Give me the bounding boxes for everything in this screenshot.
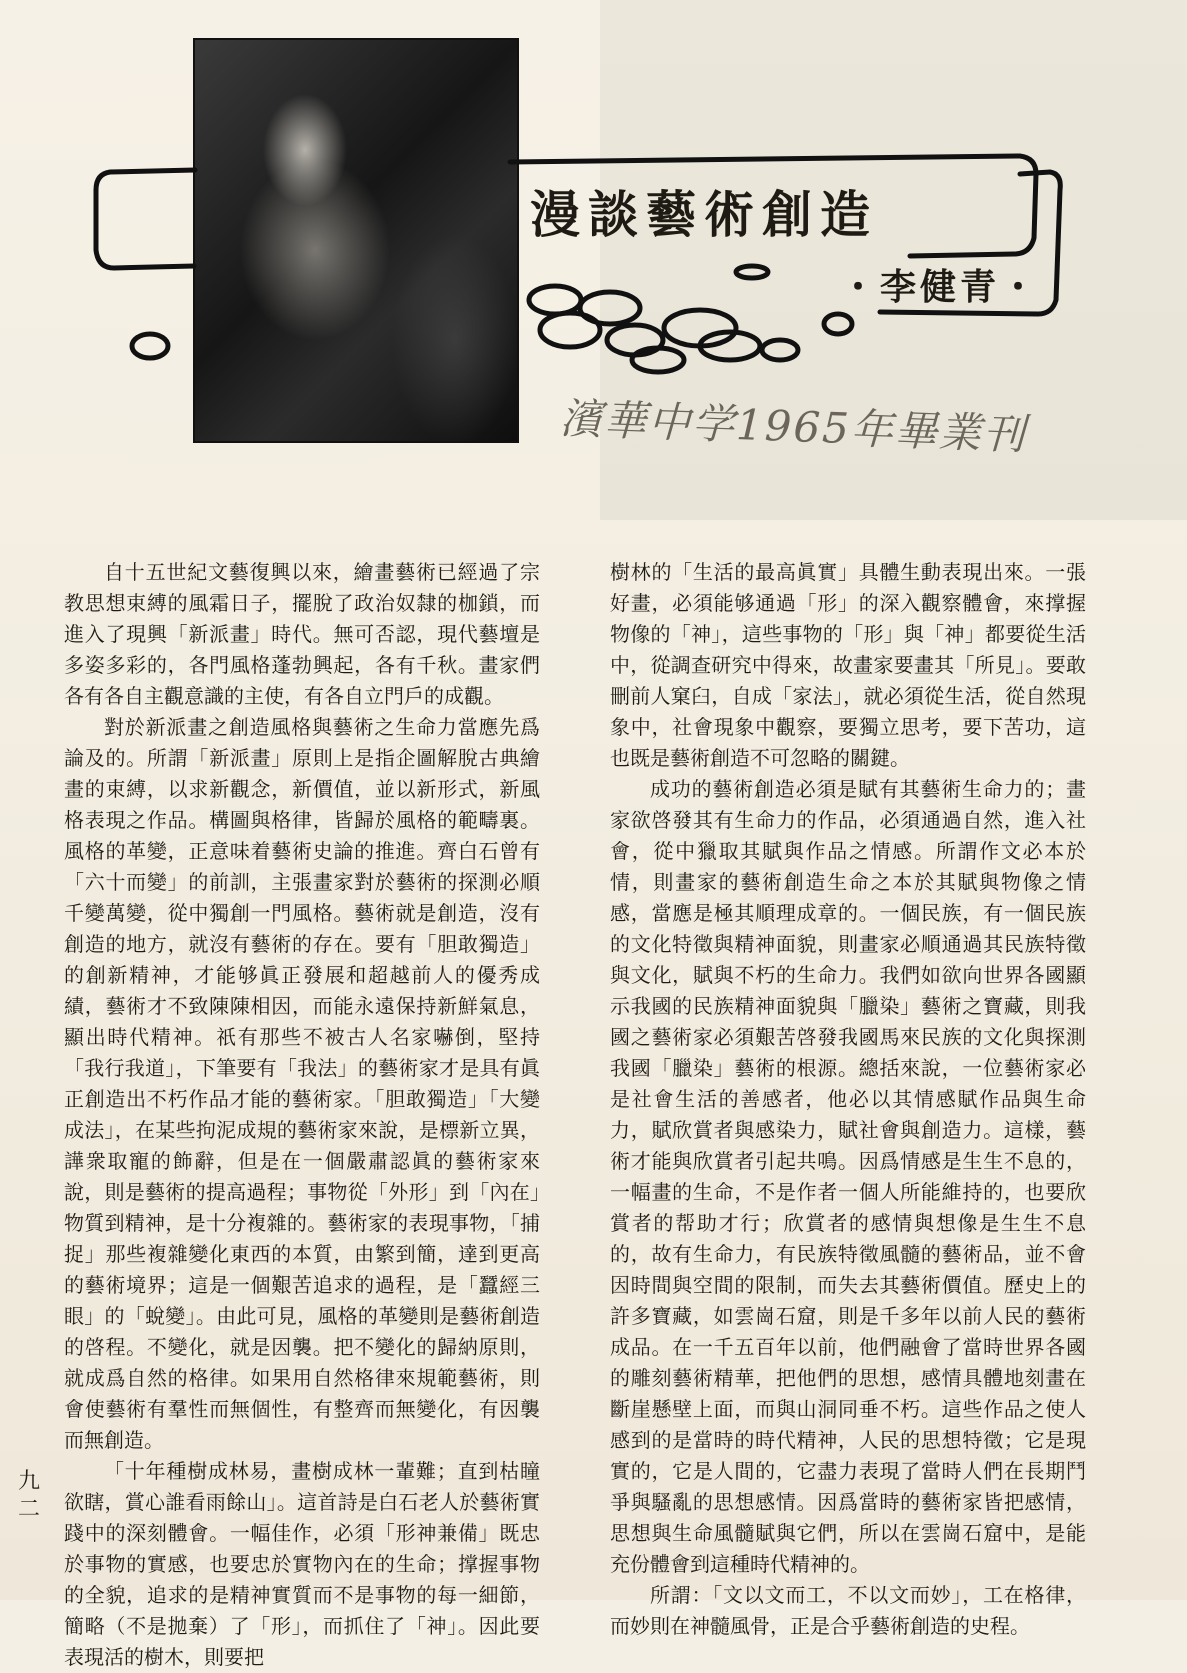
text-column-left (64, 557, 540, 1673)
page-number: 九 二 (17, 1469, 40, 1522)
paragraph: 「十年種樹成林易，畫樹成林一輩難；直到枯瞳欲瞎，賞心誰看雨餘山」。這首詩是白石老人於藝術實踐中的深刻體會。一幅佳作，必須「形神兼備」既忠於事物的實感，也要忠於實物內在的生命；撑握事物的全貌，追求的是精神實質而不是事物的每一細節，簡略（不是拋棄）了「形」，而抓住了「神」。因此要表現活的樹木，則要把 (64, 1459, 540, 1669)
text-column-right (610, 557, 1086, 1642)
handwritten-annotation: 濱華中学1965年畢業刊 (559, 393, 1028, 460)
paragraph: 所謂：「文以文而工，不以文而妙」，工在格律，而妙則在神髓風骨，正是合乎藝術創造的史程。 (610, 1583, 1086, 1638)
paragraph: 成功的藝術創造必須是賦有其藝術生命力的；畫家欲啓發其有生命力的作品，必須通過自然，進入社會，從中獵取其賦與作品之情感。所謂作文必本於情，則畫家的藝術創造生命之本於其賦與物像之情感，當應是極其順理成章的。一個民族，有一個民族的文化特徵與精神面貌，則畫家必順通過其民族特徵與文化，賦與不朽的生命力。我們如欲向世界各國顯示我國的民族精神面貌與「臘染」藝術之寶藏，則我國之藝術家必須艱苦啓發我國馬來民族的文化與探測我國「臘染」藝術的根源。總括來說，一位藝術家必是社會生活的善感者，他必以其情感賦作品與生命力，賦欣賞者與感染力，賦社會與創造力。這樣，藝術才能與欣賞者引起共鳴。因爲情感是生生不息的，一幅畫的生命，不是作者一個人所能維持的，也要欣賞者的帮助才行；欣賞者的感情與想像是生生不息的，故有生命力，有民族特徵風髓的藝術品，並不會因時間與空間的限制，而失去其藝術價值。歷史上的許多寶藏，如雲崗石窟，則是千多年以前人民的藝術成品。在一千五百年以前，他們融會了當時世界各國的雕刻藝術精華，把他們的思想，感情具體地刻畫在斷崖懸壁上面，而與山洞同垂不朽。這些作品之使人感到的是當時的時代精神，人民的思想特徵；它是現實的，它是人間的，它盡力表現了當時人們在長期鬥爭與騷亂的思想感情。因爲當時的藝術家皆把感情，思想與生命風髓賦與它們，所以在雲崗石窟中，是能充份體會到這種時代精神的。 (610, 777, 1086, 1576)
paragraph: 自十五世紀文藝復興以來，繪畫藝術已經過了宗教思想束縛的風霜日子，擺脫了政治奴隸的枷鎖，而進入了現興「新派畫」時代。無可否認，現代藝壇是多姿多彩的，各門風格蓬勃興起，各有千秋。畫家們各有各自主觀意識的主使，有各自立門戶的成觀。 (64, 560, 540, 708)
author-name: ・李健青・ (840, 266, 1041, 308)
article-title: 漫談藝術創造 (530, 185, 878, 244)
paragraph: 對於新派畫之創造風格與藝術之生命力當應先爲論及的。所謂「新派畫」原則上是指企圖解脫古典繪畫的束縛，以求新觀念，新價值，並以新形式，新風格表現之作品。構圖與格律，皆歸於風格的範疇裏。風格的革變，正意味着藝術史論的推進。齊白石曾有「六十而變」的前訓，主張畫家對於藝術的探測必順千變萬變，從中獨創一門風格。藝術就是創造，沒有創造的地方，就沒有藝術的存在。要有「胆敢獨造」的創新精神，才能够眞正發展和超越前人的優秀成績，藝術才不致陳陳相因，而能永遠保持新鮮氣息，顯出時代精神。祇有那些不被古人名家嚇倒，堅持「我行我道」，下筆要有「我法」的藝術家才是具有眞正創造出不朽作品才能的藝術家。「胆敢獨造」「大變成法」，在某些拘泥成規的藝術家來說，是標新立異，譁衆取寵的飾辭，但是在一個嚴肅認眞的藝術家來說，則是藝術的提高過程；事物從「外形」到「內在」物質到精神，是十分複雜的。藝術家的表現事物，「捕捉」那些複雜變化東西的本質，由繁到簡，達到更高的藝術境界；這是一個艱苦追求的過程，是「蠶經三眼」的「蛻變」。由此可見，風格的革變則是藝術創造的啓程。不變化，就是因襲。把不變化的歸納原則，就成爲自然的格律。如果用自然格律來規範藝術，則會使藝術有羣性而無個性，有整齊而無變化，有因襲而無創造。 (64, 715, 540, 1452)
paragraph: 樹林的「生活的最高眞實」具體生動表現出來。一張好畫，必須能够通過「形」的深入觀察體會，來撑握物像的「神」，這些事物的「形」與「神」都要從生活中，從調查研究中得來，故畫家要畫其「所見」。要敢刪前人窠臼，自成「家法」，就必須從生活，從自然現象中，社會現象中觀察，要獨立思考，要下苦功，這也既是藝術創造不可忽略的關鍵。 (610, 560, 1086, 770)
